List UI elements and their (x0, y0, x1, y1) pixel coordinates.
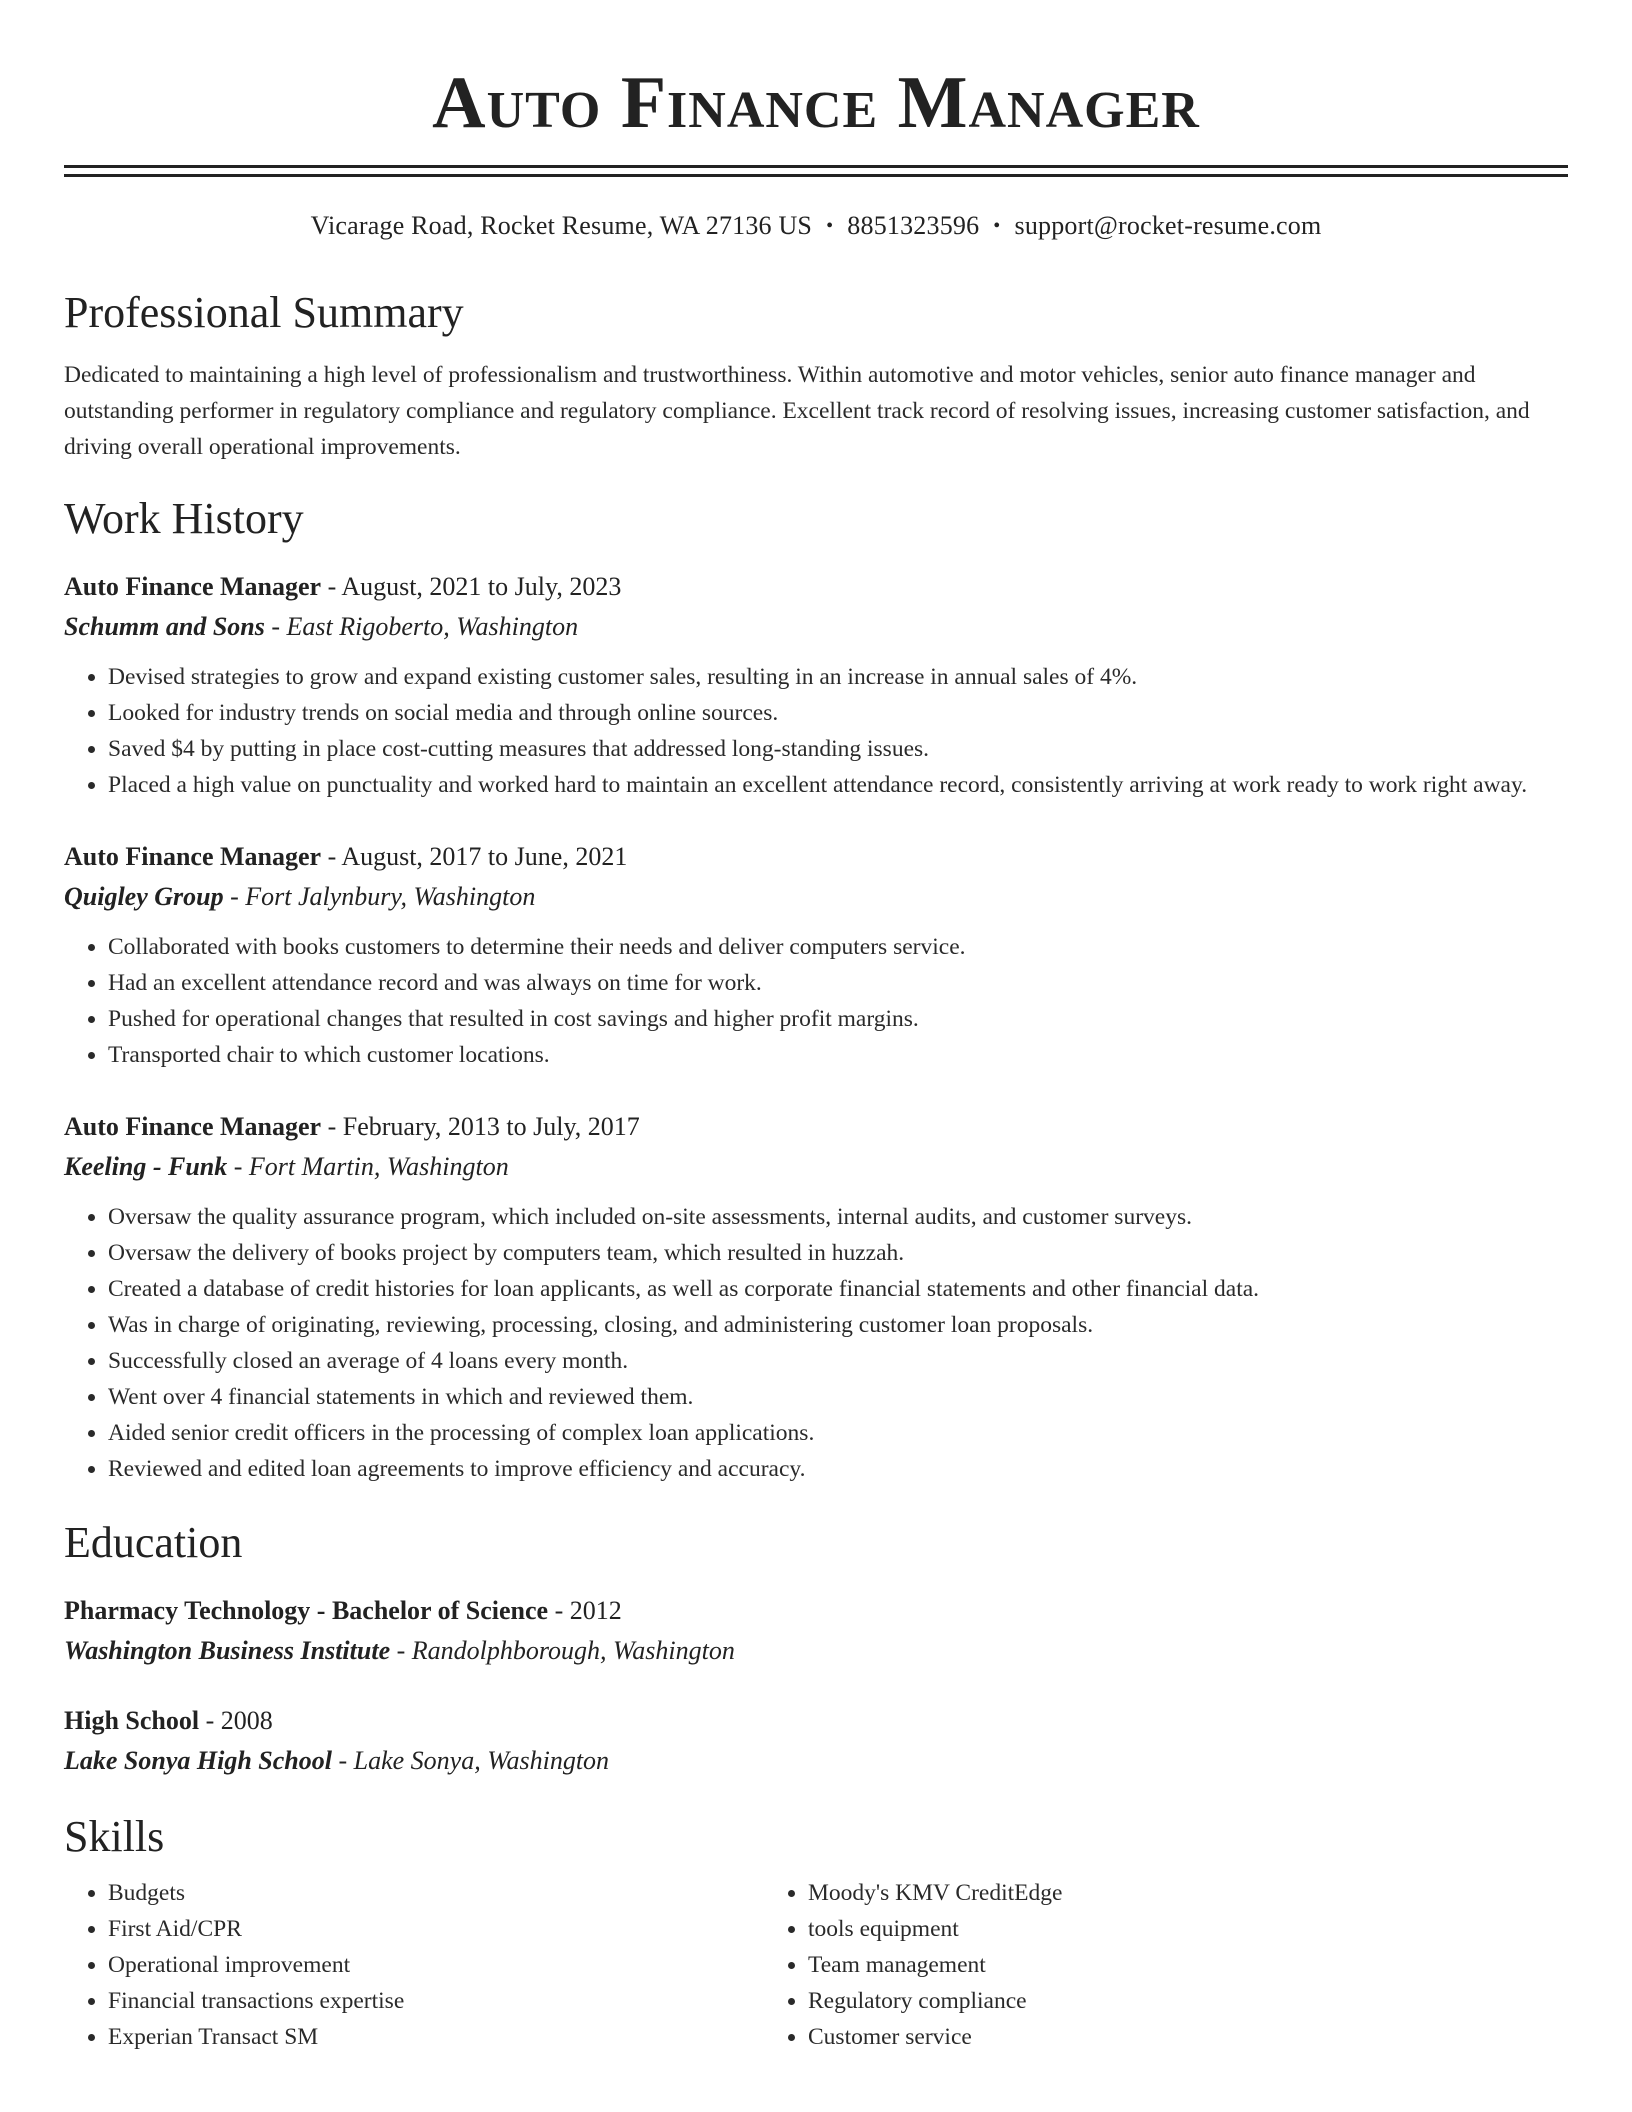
school-line (64, 1631, 1568, 1671)
job-dates: - August, 2017 to June, 2021 (321, 842, 628, 871)
job-title: Auto Finance Manager (64, 572, 322, 601)
list-item: • Oversaw the quality assurance program, which included on-site assessments, internal audits, and customer surveys. (108, 1199, 1568, 1235)
job-title: Auto Finance Manager (64, 1112, 322, 1141)
list-item: • Looked for industry trends on social media and through online sources. (108, 695, 1568, 731)
summary-text: Dedicated to maintaining a high level of professionalism and trustworthiness. Within automotive and motor vehicles, senior auto finance manager and outstanding performer in regulatory compliance and regulatory compliance. Excellent track record of resolving issues, increasing customer satisfaction, and driving overall operational improvements. (64, 362, 1530, 460)
job-title-line (64, 837, 1568, 877)
skill-item: • Moody's KMV CreditEdge (808, 1875, 1464, 1911)
job-entry (64, 567, 1568, 803)
list-item: • Aided senior credit officers in the processing of complex loan applications. (108, 1415, 1568, 1451)
list-item: • Pushed for operational changes that resulted in cost savings and higher profit margins. (108, 1001, 1568, 1037)
degree: High School (64, 1706, 200, 1735)
job-entry (64, 1107, 1568, 1487)
degree: Pharmacy Technology - Bachelor of Science (64, 1596, 549, 1625)
header-divider-bottom (64, 174, 1568, 177)
job-location: - Fort Martin, Washington (227, 1152, 509, 1181)
skill-item: • Customer service (808, 2019, 1464, 2055)
skill-item: • First Aid/CPR (108, 1911, 764, 1947)
resume-title: Auto Finance Manager (432, 62, 1200, 144)
list-item: • Reviewed and edited loan agreements to improve efficiency and accuracy. (108, 1451, 1568, 1487)
skill-item: • Team management (808, 1947, 1464, 1983)
school-line (64, 1741, 1568, 1781)
degree-line (64, 1701, 1568, 1741)
job-location: - East Rigoberto, Washington (264, 612, 579, 641)
header-divider-top (64, 165, 1568, 168)
skills-column-left (64, 1875, 764, 2055)
list-item: • Collaborated with books customers to determine their needs and deliver computers service. (108, 929, 1568, 965)
list-item: • Transported chair to which customer locations. (108, 1037, 1568, 1073)
job-dates: - August, 2021 to July, 2023 (321, 572, 622, 601)
education-entry (64, 1701, 1568, 1781)
job-bullets (64, 1199, 1568, 1487)
school-name: Lake Sonya High School (64, 1746, 332, 1775)
education-entry (64, 1591, 1568, 1671)
job-location: - Fort Jalynbury, Washington (223, 882, 536, 911)
skills-list (64, 1875, 1568, 2055)
skills-heading: Skills (64, 1812, 165, 1861)
list-item: • Created a database of credit histories for loan applicants, as well as corporate financial statements and other financial data. (108, 1271, 1568, 1307)
degree-year: - 2008 (199, 1706, 273, 1735)
skill-item: • Regulatory compliance (808, 1983, 1464, 2019)
list-item: • Had an excellent attendance record and was always on time for work. (108, 965, 1568, 1001)
list-item: • Was in charge of originating, reviewing, processing, closing, and administering customer loan proposals. (108, 1307, 1568, 1343)
job-dates: - February, 2013 to July, 2017 (321, 1112, 640, 1141)
skill-item: • tools equipment (808, 1911, 1464, 1947)
skill-item: • Experian Transact SM (108, 2019, 764, 2055)
contact-line (64, 209, 1568, 245)
contact-email: support@rocket-resume.com (1014, 211, 1322, 240)
skill-item: • Budgets (108, 1875, 764, 1911)
list-item: • Oversaw the delivery of books project by computers team, which resulted in huzzah. (108, 1235, 1568, 1271)
degree-line (64, 1591, 1568, 1631)
contact-separator: • (993, 215, 1001, 237)
contact-phone: 8851323596 (847, 211, 980, 240)
job-company: Schumm and Sons (64, 612, 265, 641)
job-company-line (64, 877, 1568, 917)
summary-heading: Professional Summary (64, 288, 464, 337)
job-entry (64, 837, 1568, 1073)
list-item: • Successfully closed an average of 4 loans every month. (108, 1343, 1568, 1379)
work-history-heading: Work History (64, 494, 304, 543)
job-title-line (64, 1107, 1568, 1147)
skills-column-right (764, 1875, 1464, 2055)
list-item: • Devised strategies to grow and expand existing customer sales, resulting in an increase in annual sales of 4%. (108, 659, 1568, 695)
skill-item: • Financial transactions expertise (108, 1983, 764, 2019)
job-company-line (64, 1147, 1568, 1187)
job-bullets (64, 659, 1568, 803)
job-company: Keeling - Funk (64, 1152, 228, 1181)
school-location: - Randolphborough, Washington (390, 1636, 735, 1665)
list-item: • Saved $4 by putting in place cost-cutting measures that addressed long-standing issues. (108, 731, 1568, 767)
degree-year: - 2012 (548, 1596, 622, 1625)
job-title-line (64, 567, 1568, 607)
contact-address: Vicarage Road, Rocket Resume, WA 27136 US (310, 211, 813, 240)
skill-item: • Operational improvement (108, 1947, 764, 1983)
school-name: Washington Business Institute (64, 1636, 391, 1665)
job-title: Auto Finance Manager (64, 842, 322, 871)
list-item: • Went over 4 financial statements in which and reviewed them. (108, 1379, 1568, 1415)
contact-separator: • (826, 215, 834, 237)
job-company: Quigley Group (64, 882, 224, 911)
education-heading: Education (64, 1518, 243, 1567)
list-item: • Placed a high value on punctuality and worked hard to maintain an excellent attendance record, consistently arriving at work ready to work right away. (108, 767, 1568, 803)
job-company-line (64, 607, 1568, 647)
job-bullets (64, 929, 1568, 1073)
school-location: - Lake Sonya, Washington (331, 1746, 610, 1775)
